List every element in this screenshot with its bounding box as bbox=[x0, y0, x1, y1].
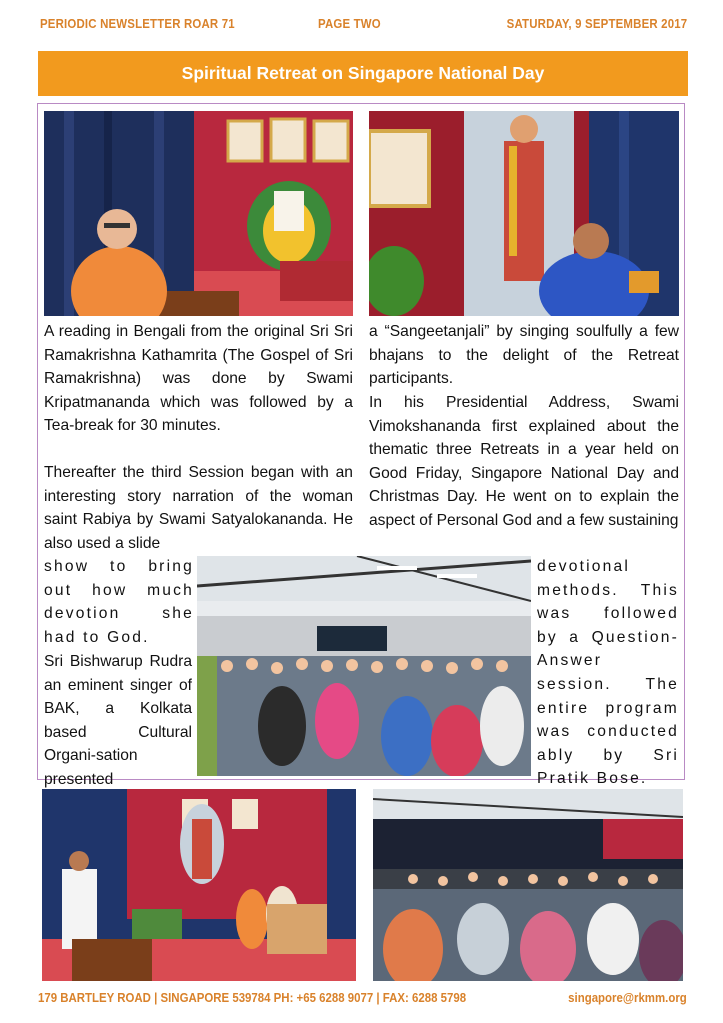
photo-audience bbox=[197, 556, 531, 776]
article-paragraph: a “Sangeetanjali” by singing soulfully a few bhajans to the delight of the Retreat participants. bbox=[369, 323, 679, 388]
newsletter-issue: PERIODIC NEWSLETTER ROAR 71 bbox=[40, 16, 235, 31]
article-paragraph: A reading in Bengali from the original Sri Sri Ramakrishna Kathamrita (The Gospel of Sri Ramakrishna) was done by Swami Kripatmananda which was followed by a Tea-break for 30 minutes. bbox=[44, 323, 353, 435]
footer-email[interactable]: singapore@rkmm.org bbox=[568, 990, 687, 1005]
article-paragraph: show to bring out how much devotion she had to God. bbox=[44, 558, 194, 646]
article-paragraph: Thereafter the third Session began with an interesting story narration of the woman saint Rabiya by Swami Satyalokananda. He also used a slide bbox=[44, 464, 353, 552]
article-title-banner: Spiritual Retreat on Singapore National Day bbox=[38, 51, 688, 96]
issue-date: SATURDAY, 9 SEPTEMBER 2017 bbox=[506, 16, 687, 31]
photo-audience-rear bbox=[373, 789, 683, 981]
footer-address: 179 BARTLEY ROAD | SINGAPORE 539784 PH: +65 6288 9077 | FAX: 6288 5798 bbox=[38, 990, 467, 1005]
photo-stage-panel bbox=[42, 789, 356, 981]
photo-singer bbox=[369, 111, 679, 316]
article-paragraph: devotional methods. This was followed by a Question-Answer session. The entire program was conducted ably by Sri Pratik Bose. bbox=[537, 558, 679, 788]
photo-swami-reading bbox=[44, 111, 353, 316]
article-paragraph: Sri Bishwarup Rudra an eminent singer of BAK, a Kolkata based Cultural Organi-sation presented bbox=[44, 653, 192, 788]
article-paragraph: In his Presidential Address, Swami Vimokshananda first explained about the thematic three Retreats in a year held on Good Friday, Singapore National Day and Christmas Day. He went on to explain the aspect of Personal God and a few sustaining bbox=[369, 394, 679, 529]
page-number: PAGE TWO bbox=[318, 16, 381, 31]
